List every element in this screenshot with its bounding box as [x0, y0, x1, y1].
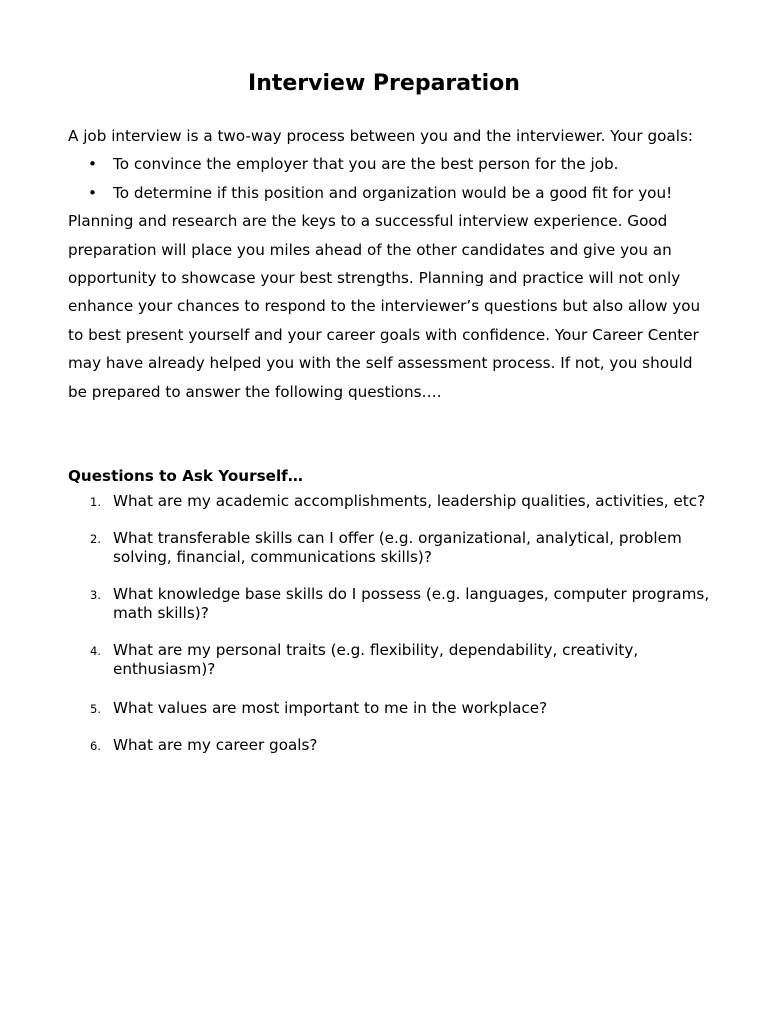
- question-number: 2.: [90, 532, 101, 546]
- goal-text: To convince the employer that you are the best person for the job.: [113, 155, 619, 174]
- question-text: What knowledge base skills do I possess (e.g. languages, computer programs, math skills)?: [113, 585, 710, 622]
- goal-item: [68, 179, 708, 207]
- question-item: [68, 641, 718, 679]
- question-text: What values are most important to me in the workplace?: [113, 699, 548, 717]
- question-item: [68, 699, 718, 718]
- question-number: 5.: [90, 702, 101, 716]
- question-text: What are my academic accomplishments, leadership qualities, activities, etc?: [113, 492, 706, 510]
- question-number: 4.: [90, 644, 101, 658]
- question-item: [68, 529, 718, 567]
- question-number: 3.: [90, 588, 101, 602]
- body-paragraph: Planning and research are the keys to a successful interview experience. Good preparation will place you miles ahead of the other candidates and give you an opportunity to showcase your best strengths. Planning and practice will not only enhance your chances to respond to the interviewer’s questions but also allow you to best present yourself and your career goals with confidence. Your Career Center may have already helped you with the self assessment process. If not, you should be prepared to answer the following questions….: [68, 212, 701, 401]
- question-item: [68, 585, 718, 623]
- questions-heading: Questions to Ask Yourself…: [68, 467, 303, 485]
- goal-item: [68, 150, 708, 178]
- question-text: What are my career goals?: [113, 736, 318, 754]
- question-text: What are my personal traits (e.g. flexibility, dependability, creativity, enthusiasm)?: [113, 641, 639, 678]
- goals-list: [68, 150, 708, 207]
- bullet-icon: •: [88, 183, 97, 202]
- question-number: 6.: [90, 739, 101, 753]
- question-item: [68, 492, 718, 511]
- intro-paragraph: A job interview is a two-way process between you and the interviewer. Your goals:: [68, 127, 693, 145]
- question-number: 1.: [90, 495, 101, 509]
- goal-text: To determine if this position and organization would be a good fit for you!: [113, 183, 673, 202]
- questions-list: [68, 492, 718, 755]
- bullet-icon: •: [88, 155, 97, 174]
- page-title: Interview Preparation: [248, 71, 520, 96]
- intro-section: [68, 122, 708, 406]
- question-text: What transferable skills can I offer (e.g. organizational, analytical, problem solving, financial, communications skills)?: [113, 529, 682, 566]
- question-item: [68, 736, 718, 755]
